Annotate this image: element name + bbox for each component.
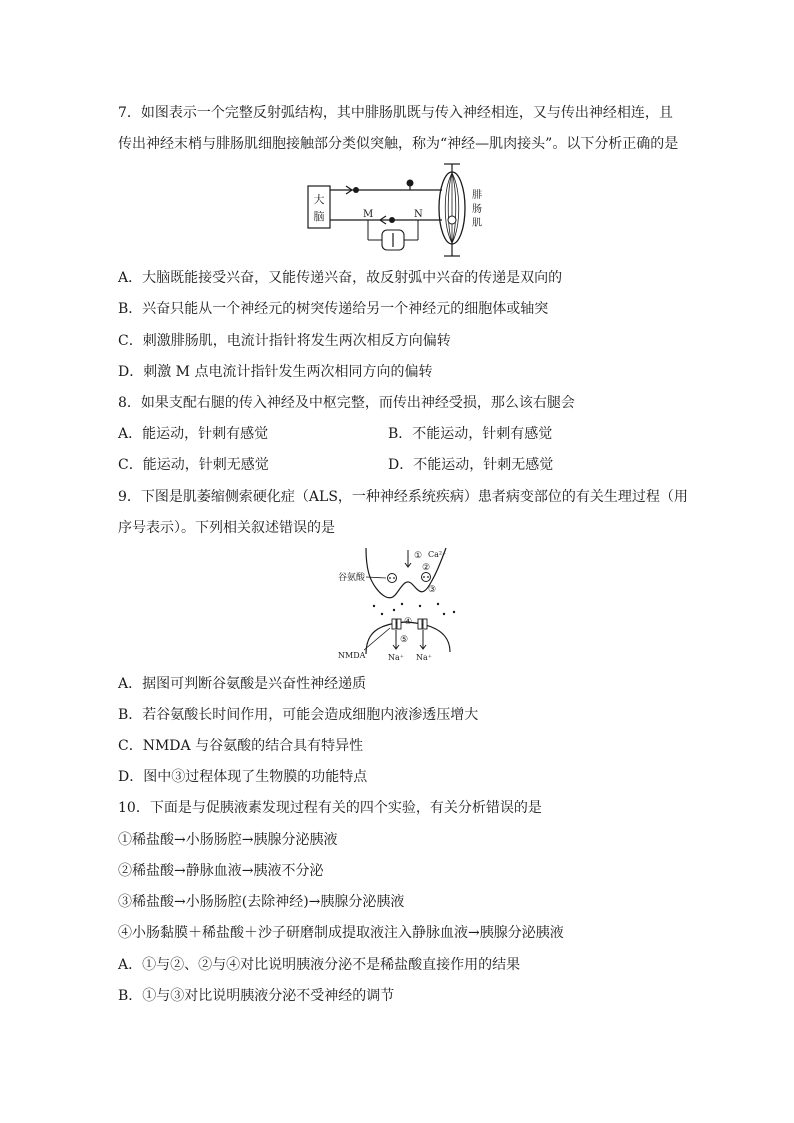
q9-option-c: C．NMDA 与谷氨酸的结合具有特异性 (118, 738, 364, 754)
brain-label-1: 大 (313, 193, 325, 206)
na-label-left: Na⁺ (388, 653, 404, 662)
step-4: ④ (404, 617, 413, 627)
muscle-label-1: 腓 (472, 190, 482, 201)
q10-option-a: A．①与②、②与④对比说明胰液分泌不是稀盐酸直接作用的结果 (118, 957, 521, 973)
q10-experiment-3: ③稀盐酸→小肠肠腔(去除神经)→胰腺分泌胰液 (118, 894, 405, 910)
glutamate-label: 谷氨酸 (338, 573, 366, 583)
q7-stem-line2: 传出神经末梢与腓肠肌细胞接触部分类似突触，称为“神经—肌肉接头”。以下分析正确的是 (118, 136, 679, 152)
brain-label-2: 脑 (313, 210, 325, 223)
q7-option-b: B．兴奋只能从一个神经元的树突传递给另一个神经元的细胞体或轴突 (118, 301, 549, 317)
ganglion-dot (407, 180, 414, 187)
vesicle-left (388, 574, 397, 583)
na-label-right: Na⁺ (416, 653, 432, 662)
step-1: ① (414, 551, 423, 561)
synapse-figure (336, 544, 476, 664)
q8-stem: 8．如果支配右腿的传入神经及中枢完整，而传出神经受损，那么该右腿会 (118, 395, 575, 411)
q8-option-d: D．不能运动，针刺无感觉 (388, 457, 554, 473)
nmda-receptor (392, 619, 396, 629)
q7-option-c: C．刺激腓肠肌，电流计指针将发生两次相反方向偏转 (118, 333, 451, 349)
step-2: ② (422, 563, 431, 573)
vesicle-right (422, 573, 431, 582)
q9-option-d: D．图中③过程体现了生物膜的功能特点 (118, 769, 368, 785)
point-m-label: M (363, 209, 374, 220)
muscle-label-2: 肠 (472, 204, 482, 215)
q9-option-a: A．据图可判断谷氨酸是兴奋性神经递质 (118, 676, 367, 692)
q10-option-b: B．①与③对比说明胰液分泌不受神经的调节 (118, 988, 395, 1004)
q10-experiment-2: ②稀盐酸→静脉血液→胰液不分泌 (118, 863, 324, 879)
step-3: ③ (428, 585, 437, 595)
neuron-body-bottom (389, 217, 395, 223)
q8-option-c: C．能运动，针刺无感觉 (118, 457, 269, 473)
point-n-label: N (414, 209, 423, 220)
q10-experiment-1: ①稀盐酸→小肠肠腔→胰腺分泌胰液 (118, 832, 338, 848)
q7-option-a: A．大脑既能接受兴奋，又能传递兴奋，故反射弧中兴奋的传递是双向的 (118, 270, 563, 286)
reflex-arc-figure (300, 160, 510, 260)
muscle-label-3: 肌 (472, 218, 482, 229)
neuron-body-top (353, 187, 359, 193)
q10-stem: 10．下面是与促胰液素发现过程有关的四个实验，有关分析错误的是 (118, 800, 542, 816)
q10-experiment-4: ④小肠黏膜＋稀盐酸＋沙子研磨制成提取液注入静脉血液→胰腺分泌胰液 (118, 925, 564, 941)
ion-channel (418, 619, 422, 629)
q9-stem-line2: 序号表示）。下列相关叙述错误的是 (118, 520, 335, 536)
nmda-label: NMDA (338, 651, 366, 660)
receptor-circle (448, 216, 456, 224)
q8-option-a: A．能运动，针刺有感觉 (118, 426, 269, 442)
step-5: ⑤ (400, 635, 409, 645)
q7-stem-line1: 7．如图表示一个完整反射弧结构，其中腓肠肌既与传入神经相连，又与传出神经相连，且 (118, 105, 673, 121)
q9-option-b: B．若谷氨酸长时间作用，可能会造成细胞内液渗透压增大 (118, 707, 479, 723)
ca-label: Ca²⁺ (428, 550, 447, 559)
q9-stem-line1: 9．下图是肌萎缩侧索硬化症（ALS，一种神经系统疾病）患者病变部位的有关生理过程（用 (118, 489, 688, 505)
q8-option-b: B．不能运动，针刺有感觉 (388, 426, 553, 442)
q7-option-d: D．刺激 M 点电流计指针发生两次相同方向的偏转 (118, 364, 433, 380)
